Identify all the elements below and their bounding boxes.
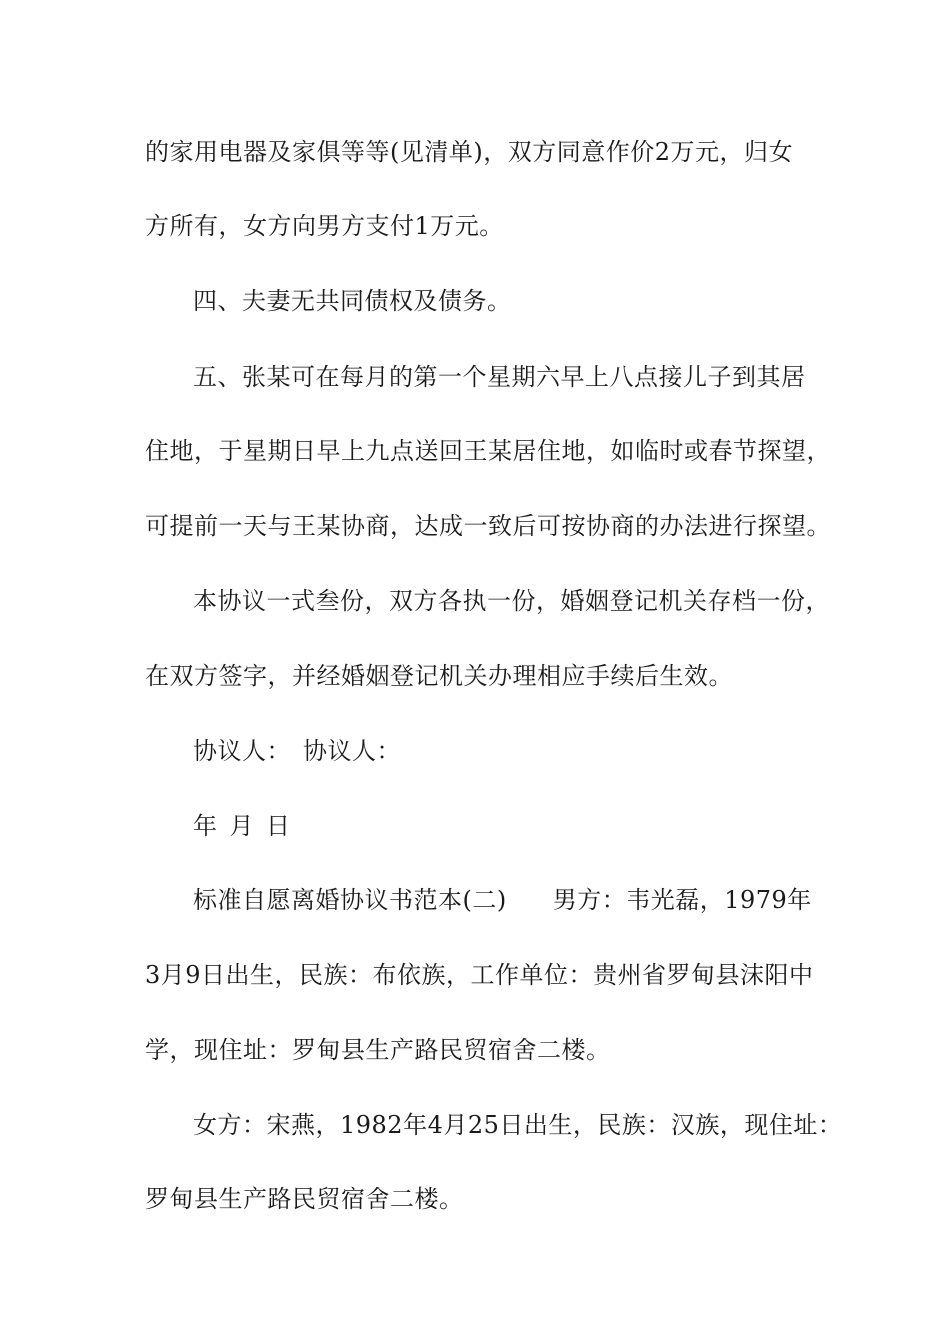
date-month: 月 (229, 812, 254, 840)
agreement-copies: 本协议一式叁份，双方各执一份，婚姻登记机关存档一份， (193, 587, 830, 615)
paragraph-line: 罗甸县生产路民贸宿舍二楼。 (145, 1185, 464, 1213)
section-title: 标准自愿离婚协议书范本(二) (193, 886, 507, 914)
female-party-intro: 女方：宋燕，1982年4月25日出生，民族：汉族，现住址： (193, 1111, 843, 1139)
signature-party-b: 协议人： (303, 737, 401, 765)
signature-line (193, 736, 893, 766)
signature-party-a: 协议人： (193, 737, 291, 765)
paragraph-line: 的家用电器及家俱等等(见清单)，双方同意作价2万元，归女 (145, 138, 793, 166)
date-year: 年 (193, 812, 218, 840)
clause-four: 四、夫妻无共同债权及债务。 (193, 287, 512, 315)
date-line (193, 811, 893, 841)
paragraph-line: 学，现住址：罗甸县生产路民贸宿舍二楼。 (145, 1036, 611, 1064)
date-day: 日 (266, 812, 291, 840)
paragraph-line: 3月9日出生，民族：布依族，工作单位：贵州省罗甸县沫阳中 (145, 961, 814, 989)
paragraph-line: 可提前一天与王某协商，达成一致后可按协商的办法进行探望。 (145, 512, 831, 540)
section-heading-line (193, 885, 893, 915)
clause-five: 五、张某可在每月的第一个星期六早上八点接儿子到其居 (193, 363, 806, 391)
paragraph-line: 住地，于星期日早上九点送回王某居住地，如临时或春节探望， (145, 437, 831, 465)
paragraph-line: 在双方签字，并经婚姻登记机关办理相应手续后生效。 (145, 662, 733, 690)
paragraph-line: 方所有，女方向男方支付1万元。 (145, 212, 504, 240)
male-party-intro: 男方：韦光磊，1979年 (552, 886, 812, 914)
